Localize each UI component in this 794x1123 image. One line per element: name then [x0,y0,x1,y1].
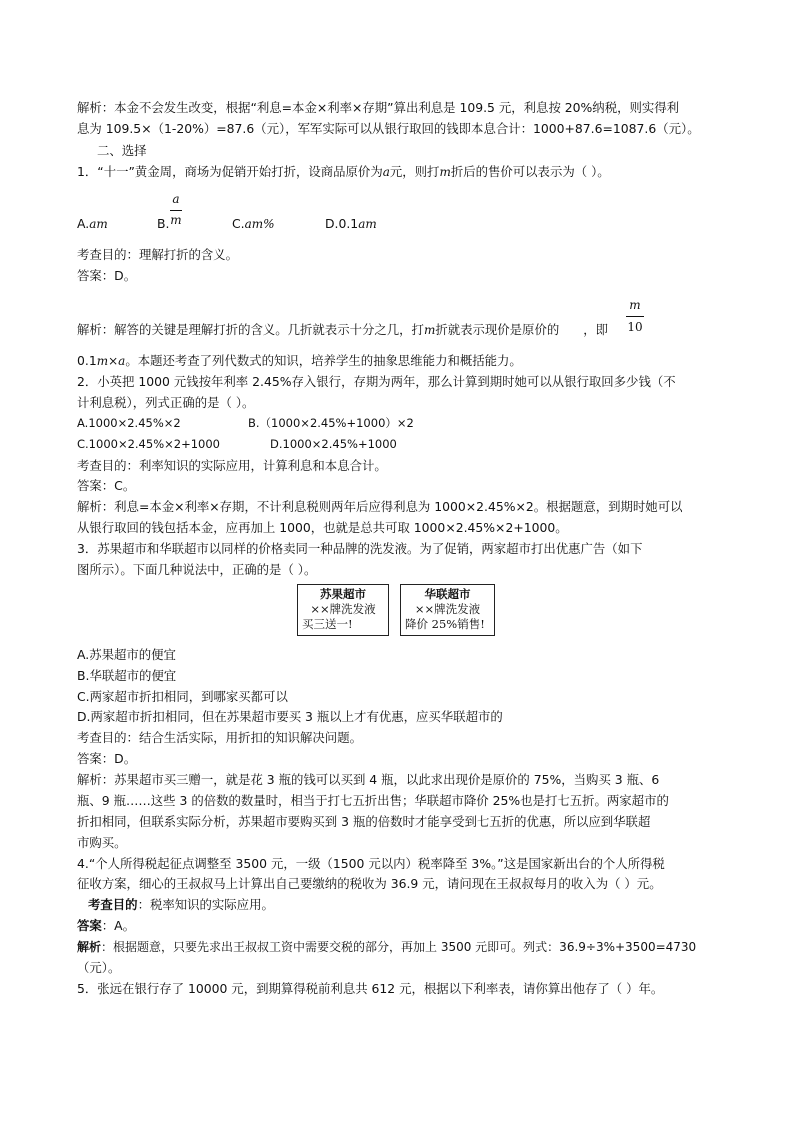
q1-analysis-line-1 [77,322,608,338]
ad-sugo-product: ××牌洗发液 [310,602,376,616]
q2-analysis-line-1: 解析：利息=本金×利率×存期，不计利息税则两年后应得利息为 1000×2.45%×2。根据题意，到期时她可以 [77,499,683,514]
q3-answer: 答案：D。 [77,751,137,766]
q1-option-b-numerator: a [172,192,180,206]
q1-goal: 考查目的：理解打折的含义。 [77,247,239,262]
q2-analysis-line-2: 从银行取回的钱包括本金，应再加上 1000，也就是总共可取 1000×2.45%×2+1000。 [77,520,568,535]
q4-answer-label: 答案 [77,918,102,933]
ad-hualian-product: ××牌洗发液 [414,602,481,616]
q3-option-c: C.两家超市折扣相同，到哪家买都可以 [77,689,288,704]
q1-answer: 答案：D。 [77,268,137,283]
q2-stem-line-1: 2．小英把 1000 元钱按年利率 2.45%存入银行，存期为两年，那么计算到期时她可以从银行取回多少钱（不 [77,374,676,389]
q5-stem: 5．张远在银行存了 10000 元，到期算得税前利息共 612 元，根据以下利率表，请你算出他存了（ ）年。 [77,981,664,996]
q1-analysis-line-2 [77,353,522,369]
q1-option-a [77,216,108,232]
q1-stem [77,164,610,180]
q1-stem-a: 1．“十一”黄金周，商场为促销开始打折，设商品原价为 [77,164,383,179]
ad-sugo-title: 苏果超市 [320,587,366,601]
q1-analysis2-b: 。本题还考查了列代数式的知识，培养学生的抽象思维能力和概括能力。 [125,353,522,368]
q4-analysis-text-1: ：根据题意，只要先求出王叔叔工资中需要交税的部分，再加上 3500 元即可。列式：36.9÷3%+3500=4730 [101,940,697,954]
q3-analysis-line-3: 折扣相同，但联系实际分析，苏果超市要购买到 3 瓶的倍数时才能享受到七五折的优惠，所以应到华联超 [77,814,651,829]
q2-answer: 答案：C。 [77,478,136,493]
q1-analysis-frac-denominator: 10 [627,320,643,334]
q2-option-c: C.1000×2.45%×2+1000 [77,437,220,451]
q3-stem-line-1: 3．苏果超市和华联超市以同样的价格卖同一种品牌的洗发液。为了促销，两家超市打出优惠广告（如下 [77,541,643,556]
q4-stem-line-1: 4.“个人所得税起征点调整至 3500 元，一级（1500 元以内）税率降至 3%。”这是国家新出台的个人所得税 [77,856,665,871]
q4-answer [77,918,135,934]
q4-goal-label: 考查目的 [88,897,138,912]
q3-option-a: A.苏果超市的便宜 [77,647,176,662]
q1-analysis2-expr: m×a [96,354,126,368]
q3-option-b: B.华联超市的便宜 [77,668,177,683]
q1-option-b-label: B. [157,216,170,231]
q1-option-b-denominator: m [170,213,182,227]
q1-option-c-label: C. [232,216,245,231]
q1-option-d [325,216,377,232]
q4-analysis-line-2: （元）。 [77,960,121,975]
q1-option-a-expr: am [89,217,108,231]
q4-goal-text: ：税率知识的实际应用。 [137,897,274,912]
q3-analysis-line-4: 市购买。 [77,835,127,850]
q1-analysis-a: 解析：解答的关键是理解打折的含义。几折就表示十分之几，打 [77,322,424,337]
q1-analysis-frac-numerator: m [629,298,641,312]
ad-hualian-promo: 降价 25%销售! [405,617,485,631]
q2-stem-line-2: 计利息税），列式正确的是（ ）。 [77,395,255,410]
q1-analysis-fraction-bar [626,316,644,317]
q3-analysis-line-1: 解析：苏果超市买三赠一，就是花 3 瓶的钱可以买到 4 瓶，以此求出现价是原价的 75%，当购买 3 瓶、6 [77,772,660,787]
intro-analysis-line-2: 息为 109.5×（1-20%）=87.6（元），军军实际可以从银行取回的钱即本息合计：1000+87.6=1087.6（元）。 [77,121,700,136]
q2-option-b: B.（1000×2.45%+1000）×2 [248,416,414,430]
q1-option-a-label: A. [77,216,90,231]
q1-analysis-var: m [423,323,436,337]
ad-hualian-title: 华联超市 [424,587,471,601]
q3-stem-line-2: 图所示）。下面几种说法中，正确的是（ ）。 [77,562,317,577]
ad-sugo-promo: 买三送一! [302,617,353,631]
q3-option-d: D.两家超市折扣相同，但在苏果超市要买 3 瓶以上才有优惠，应买华联超市的 [77,709,503,724]
q3-goal: 考查目的：结合生活实际，用折扣的知识解决问题。 [77,730,362,745]
q4-goal [88,897,274,913]
q1-option-c-expr: am% [244,217,275,231]
q1-var-a: a [382,165,390,179]
section-title: 二、选择 [97,143,147,158]
q1-option-d-expr: am [358,217,377,231]
ad-sugo-supermarket [297,584,389,636]
intro-analysis-line-1: 解析：本金不会发生改变，根据“利息=本金×利率×存期”算出利息是 109.5 元，利息按 20%纳税，则实得利 [77,100,680,115]
q1-option-c [232,216,275,232]
q3-analysis-line-2: 瓶、9 瓶……这些 3 的倍数的数量时，相当于打七五折出售；华联超市降价 25%也是打七五折。两家超市的 [77,793,669,808]
q1-stem-c: 折后的售价可以表示为（ ）。 [450,164,610,179]
q1-option-d-label: D.0.1 [325,216,359,231]
q1-analysis-b: 折就表示现价是原价的 [435,322,560,337]
q4-answer-text: ：A。 [101,918,136,933]
q1-stem-b: 元，则打 [389,164,440,179]
q4-stem-line-2: 征收方案，细心的王叔叔马上计算出自己要缴纳的税收为 36.9 元，请问现在王叔叔每月的收入为（ ）元。 [77,876,662,891]
q2-goal: 考查目的：利率知识的实际应用，计算利息和本息合计。 [77,458,387,473]
q4-analysis-line-1 [77,939,696,955]
ad-hualian-supermarket [400,584,495,636]
q1-analysis-c: ，即 [583,322,609,337]
q2-option-d: D.1000×2.45%+1000 [270,437,397,451]
q1-var-m: m [439,165,451,179]
q1-analysis2-a: 0.1 [77,353,97,368]
q2-option-a: A.1000×2.45%×2 [77,416,181,430]
q1-option-b-fraction-bar [170,210,182,211]
q4-analysis-label: 解析 [77,940,102,954]
